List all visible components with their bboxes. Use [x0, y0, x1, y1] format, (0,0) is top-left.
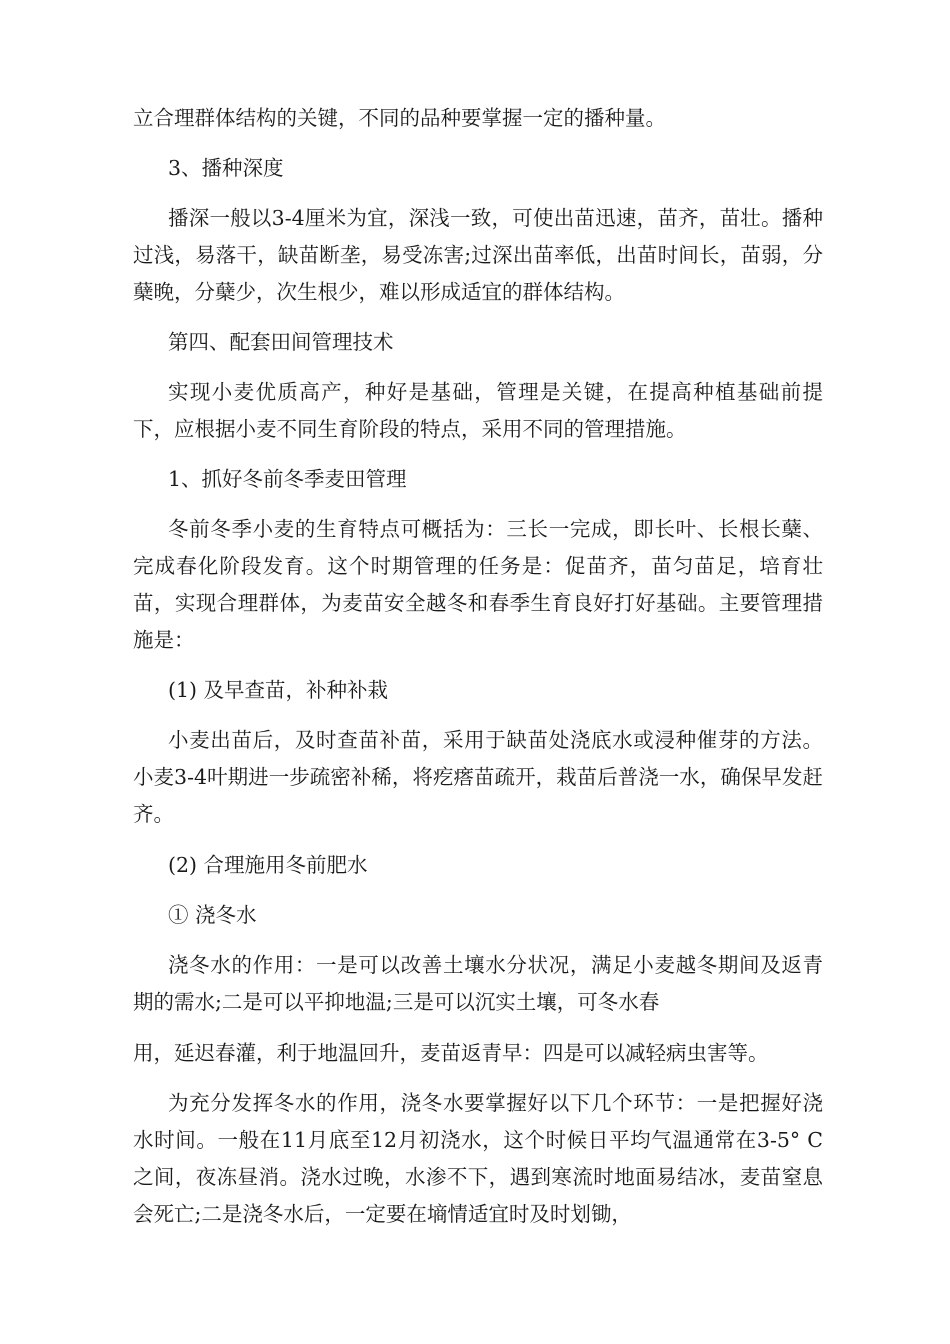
paragraph-winter-irrigation-effect: 浇冬水的作用：一是可以改善土壤水分状况，满足小麦越冬期间及返青期的需水;二是可以平抑地温;三是可以沉实土壤，可冬水春: [133, 953, 823, 1014]
paragraph-continuation: 立合理群体结构的关键，不同的品种要掌握一定的播种量。: [133, 106, 666, 130]
heading-winter-management: 1、抓好冬前冬季麦田管理: [168, 467, 407, 491]
paragraph-check-seedlings: 小麦出苗后，及时查苗补苗，采用于缺苗处浇底水或浸种催芽的方法。小麦3-4叶期进一步疏密补稀，将疙瘩苗疏开，栽苗后普浇一水，确保早发赶齐。: [133, 728, 823, 826]
paragraph-winter-management: 冬前冬季小麦的生育特点可概括为：三长一完成，即长叶、长根长蘖、完成春化阶段发育。这个时期管理的任务是：促苗齐，苗匀苗足，培育壮苗，实现合理群体，为麦苗安全越冬和春季生育良好打好基础。主要管理措施是：: [133, 517, 823, 652]
paragraph-winter-irrigation-effect-cont: 用，延迟春灌，利于地温回升，麦苗返青早：四是可以减轻病虫害等。: [133, 1041, 769, 1065]
paragraph-winter-irrigation-steps: 为充分发挥冬水的作用，浇冬水要掌握好以下几个环节：一是把握好浇水时间。一般在11月底至12月初浇水，这个时候日平均气温通常在3-5° C之间，夜冻昼消。浇水过晚，水渗不下，遇到寒流时地面易结冰，麦苗窒息会死亡;二是浇冬水后，一定要在墒情适宜时及时划锄，: [133, 1091, 823, 1226]
heading-check-seedlings: (1) 及早查苗，补种补栽: [168, 678, 389, 702]
paragraph-field-management: 实现小麦优质高产，种好是基础，管理是关键，在提高种植基础前提下，应根据小麦不同生育阶段的特点，采用不同的管理措施。: [133, 380, 823, 441]
heading-winter-irrigation: ① 浇冬水: [168, 903, 257, 927]
paragraph-sowing-depth: 播深一般以3-4厘米为宜，深浅一致，可使出苗迅速，苗齐，苗壮。播种过浅，易落干，缺苗断垄，易受冻害;过深出苗率低，出苗时间长，苗弱，分蘖晚，分蘖少，次生根少，难以形成适宜的群体结构。: [133, 206, 823, 304]
document-body: [133, 100, 823, 1233]
heading-fertilizer-water: (2) 合理施用冬前肥水: [168, 853, 368, 877]
heading-field-management: 第四、配套田间管理技术: [168, 330, 394, 354]
heading-sowing-depth: 3、播种深度: [168, 156, 284, 180]
